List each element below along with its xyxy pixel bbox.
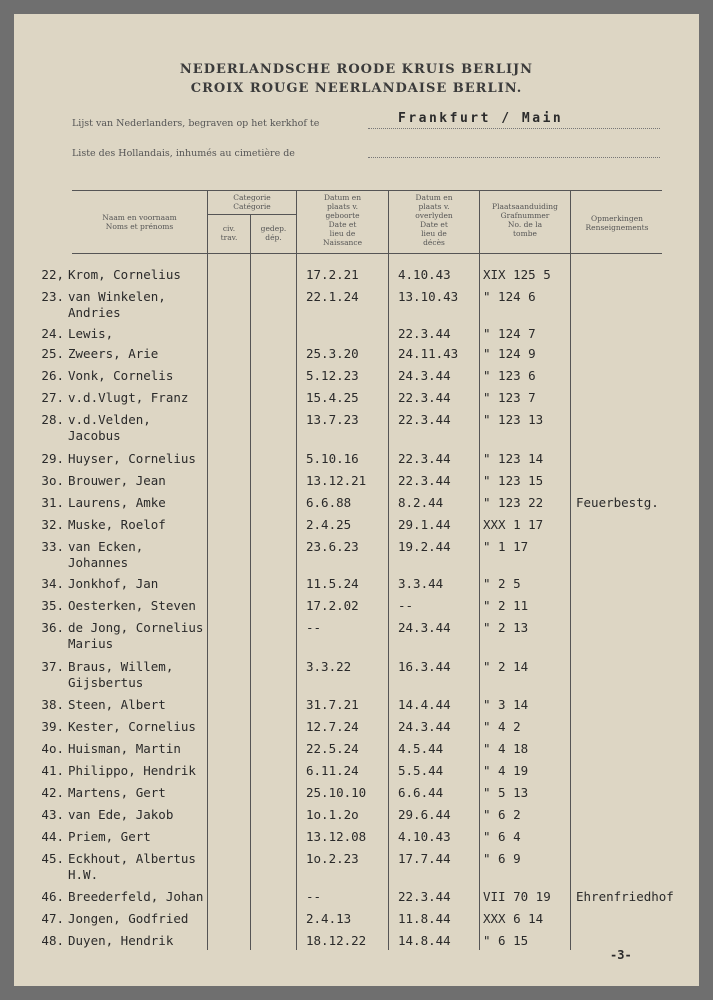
death-date: 24.3.44 (398, 368, 451, 383)
row-number: 33. (41, 539, 64, 554)
remark: Feuerbestg. (576, 495, 659, 510)
person-name: van Ecken, Johannes (68, 539, 144, 570)
person-name: Jonkhof, Jan (68, 576, 159, 591)
birth-date: 22.5.24 (306, 741, 359, 756)
person-name: Huyser, Cornelius (68, 451, 196, 466)
col-divider-name (207, 190, 208, 950)
row-number: 28. (41, 412, 64, 427)
birth-date: 25.10.10 (306, 785, 367, 800)
person-name: van Winkelen, Andries (68, 289, 166, 320)
col-header-birth: Datum en plaats v. geboorte Date et lieu de Naissance (322, 193, 363, 247)
death-date: 24.11.43 (398, 346, 459, 361)
cemetery-name: Frankfurt / Main (398, 111, 564, 126)
grave-number: " 6 2 (483, 807, 521, 822)
grave-number: " 2 11 (483, 598, 529, 613)
row-number: 29. (41, 451, 64, 466)
death-date: 29.1.44 (398, 517, 451, 532)
person-name: Duyen, Hendrik (68, 933, 174, 948)
birth-date: 23.6.23 (306, 539, 359, 554)
grave-number: " 6 4 (483, 829, 521, 844)
birth-date: 1o.2.23 (306, 851, 359, 866)
birth-date: 6.6.88 (306, 495, 352, 510)
grave-number: " 2 5 (483, 576, 521, 591)
person-name: Priem, Gert (68, 829, 151, 844)
col-divider-birth (296, 190, 297, 950)
cemetery-dotted-line-2 (368, 157, 660, 158)
row-number: 43. (41, 807, 64, 822)
grave-number: " 123 13 (483, 412, 544, 427)
death-date: 3.3.44 (398, 576, 444, 591)
row-number: 35. (41, 598, 64, 613)
death-date: 22.3.44 (398, 451, 451, 466)
birth-date: 5.10.16 (306, 451, 359, 466)
grave-number: " 2 14 (483, 659, 529, 674)
grave-number: " 124 7 (483, 326, 536, 341)
row-number: 26. (41, 368, 64, 383)
death-date: 29.6.44 (398, 807, 451, 822)
birth-date: 17.2.21 (306, 267, 359, 282)
row-number: 41. (41, 763, 64, 778)
grave-number: " 2 13 (483, 620, 529, 635)
row-number: 39. (41, 719, 64, 734)
row-number: 27. (41, 390, 64, 405)
death-date: 8.2.44 (398, 495, 444, 510)
person-name: Vonk, Cornelis (68, 368, 174, 383)
grave-number: " 123 7 (483, 390, 536, 405)
death-date: 22.3.44 (398, 412, 451, 427)
birth-date: -- (306, 620, 322, 635)
grave-number: " 123 6 (483, 368, 536, 383)
person-name: Kester, Cornelius (68, 719, 196, 734)
birth-date: 25.3.20 (306, 346, 359, 361)
death-date: 4.10.43 (398, 267, 451, 282)
col-divider-remarks (570, 190, 571, 950)
row-number: 42. (41, 785, 64, 800)
intro-line-french: Liste des Hollandais, inhumés au cimetière de (72, 148, 295, 159)
person-name: Oesterken, Steven (68, 598, 196, 613)
grave-number: " 4 19 (483, 763, 529, 778)
row-number: 34. (41, 576, 64, 591)
col-divider-tomb (479, 190, 480, 950)
grave-number: " 6 15 (483, 933, 529, 948)
death-date: 22.3.44 (398, 390, 451, 405)
person-name: Eckhout, Albertus H.W. (68, 851, 196, 882)
intro-line-dutch: Lijst van Nederlanders, begraven op het kerkhof te (72, 118, 320, 129)
row-number: 3o. (41, 473, 64, 488)
col-header-death: Datum en plaats v. overlyden Date et lieu de décès (415, 193, 453, 247)
person-name: Martens, Gert (68, 785, 166, 800)
row-number: 44. (41, 829, 64, 844)
birth-date: 2.4.13 (306, 911, 352, 926)
death-date: 16.3.44 (398, 659, 451, 674)
person-name: Muske, Roelof (68, 517, 166, 532)
row-number: 36. (41, 620, 64, 635)
birth-date: 13.12.21 (306, 473, 367, 488)
row-number: 22, (41, 267, 64, 282)
row-number: 37. (41, 659, 64, 674)
death-date: 19.2.44 (398, 539, 451, 554)
grave-number: " 123 15 (483, 473, 544, 488)
page-number: -3- (610, 948, 632, 962)
death-date: 4.10.43 (398, 829, 451, 844)
grave-number: " 124 9 (483, 346, 536, 361)
person-name: van Ede, Jakob (68, 807, 174, 822)
death-date: -- (398, 598, 414, 613)
person-name: Brouwer, Jean (68, 473, 166, 488)
person-name: Huisman, Martin (68, 741, 181, 756)
death-date: 14.8.44 (398, 933, 451, 948)
grave-number: XXX 6 14 (483, 911, 544, 926)
birth-date: 15.4.25 (306, 390, 359, 405)
birth-date: 11.5.24 (306, 576, 359, 591)
person-name: Jongen, Godfried (68, 911, 189, 926)
death-date: 5.5.44 (398, 763, 444, 778)
col-header-name: Naam en voornaam Noms et prénoms (102, 213, 177, 231)
row-number: 31. (41, 495, 64, 510)
row-number: 38. (41, 697, 64, 712)
person-name: Philippo, Hendrik (68, 763, 196, 778)
grave-number: " 6 9 (483, 851, 521, 866)
col-divider-category (250, 214, 251, 950)
col-divider-death (388, 190, 389, 950)
birth-date: 13.12.08 (306, 829, 367, 844)
person-name: Lewis, (68, 326, 114, 341)
col-header-tomb: Plaatsaanduiding Grafnummer No. de la tombe (492, 202, 558, 238)
birth-date: 22.1.24 (306, 289, 359, 304)
grave-number: " 3 14 (483, 697, 529, 712)
grave-number: " 124 6 (483, 289, 536, 304)
birth-date: 1o.1.2o (306, 807, 359, 822)
row-number: 23. (41, 289, 64, 304)
col-header-category: Categorie Catégorie (233, 193, 271, 211)
header-title-dutch: NEDERLANDSCHE ROODE KRUIS BERLIJN (179, 62, 534, 77)
row-number: 46. (41, 889, 64, 904)
person-name: Laurens, Amke (68, 495, 166, 510)
birth-date: 31.7.21 (306, 697, 359, 712)
birth-date: 18.12.22 (306, 933, 367, 948)
birth-date: 3.3.22 (306, 659, 352, 674)
grave-number: " 4 2 (483, 719, 521, 734)
row-number: 24. (41, 326, 64, 341)
death-date: 22.3.44 (398, 889, 451, 904)
death-date: 11.8.44 (398, 911, 451, 926)
birth-date: -- (306, 889, 322, 904)
person-name: Breederfeld, Johan (68, 889, 204, 904)
table-header-rule (72, 253, 662, 254)
birth-date: 6.11.24 (306, 763, 359, 778)
death-date: 13.10.43 (398, 289, 459, 304)
grave-number: " 123 14 (483, 451, 544, 466)
death-date: 6.6.44 (398, 785, 444, 800)
death-date: 22.3.44 (398, 473, 451, 488)
row-number: 45. (41, 851, 64, 866)
person-name: de Jong, Cornelius Marius (68, 620, 204, 651)
death-date: 24.3.44 (398, 620, 451, 635)
person-name: v.d.Vlugt, Franz (68, 390, 189, 405)
person-name: Zweers, Arie (68, 346, 159, 361)
grave-number: XIX 125 5 (483, 267, 551, 282)
death-date: 22.3.44 (398, 326, 451, 341)
row-number: 32. (41, 517, 64, 532)
col-header-civ: civ. trav. (220, 224, 238, 242)
cemetery-dotted-line (368, 128, 660, 129)
row-number: 4o. (41, 741, 64, 756)
grave-number: " 4 18 (483, 741, 529, 756)
grave-number: VII 70 19 (483, 889, 551, 904)
death-date: 17.7.44 (398, 851, 451, 866)
grave-number: " 5 13 (483, 785, 529, 800)
remark: Ehrenfriedhof (576, 889, 674, 904)
person-name: Krom, Cornelius (68, 267, 181, 282)
table-top-rule (72, 190, 662, 191)
row-number: 25. (41, 346, 64, 361)
birth-date: 5.12.23 (306, 368, 359, 383)
row-number: 48. (41, 933, 64, 948)
grave-number: XXX 1 17 (483, 517, 544, 532)
birth-date: 17.2.02 (306, 598, 359, 613)
col-header-dep: gedep. dép. (260, 224, 287, 242)
col-header-remarks: Opmerkingen Renseignements (585, 214, 649, 232)
birth-date: 2.4.25 (306, 517, 352, 532)
grave-number: " 123 22 (483, 495, 544, 510)
death-date: 24.3.44 (398, 719, 451, 734)
person-name: Steen, Albert (68, 697, 166, 712)
grave-number: " 1 17 (483, 539, 529, 554)
row-number: 47. (41, 911, 64, 926)
death-date: 4.5.44 (398, 741, 444, 756)
birth-date: 13.7.23 (306, 412, 359, 427)
person-name: Braus, Willem, Gijsbertus (68, 659, 174, 690)
death-date: 14.4.44 (398, 697, 451, 712)
category-sub-rule (208, 214, 296, 215)
birth-date: 12.7.24 (306, 719, 359, 734)
person-name: v.d.Velden, Jacobus (68, 412, 151, 443)
header-title-french: CROIX ROUGE NEERLANDAISE BERLIN. (190, 81, 523, 96)
